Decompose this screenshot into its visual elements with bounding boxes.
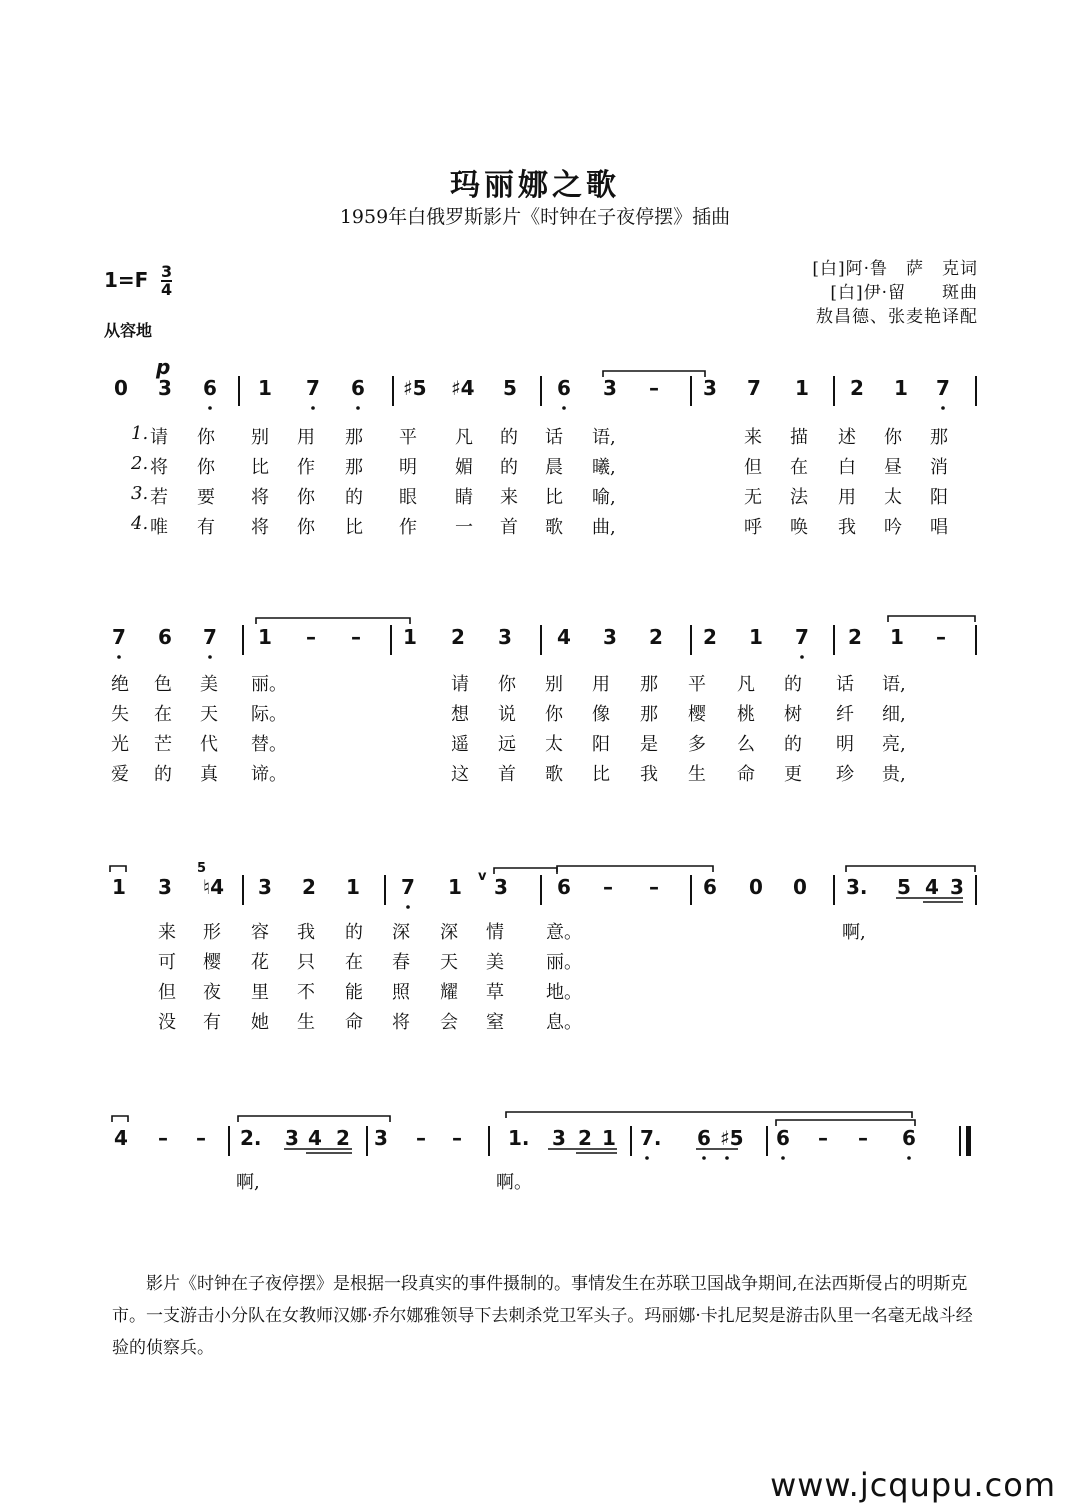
lyric-syllable: 形	[203, 922, 221, 943]
tie-slur	[846, 866, 975, 872]
note: –	[649, 376, 659, 400]
lyric-syllable: 美	[486, 952, 504, 973]
lyric-syllable: 请	[150, 427, 168, 448]
note: –	[158, 1126, 168, 1150]
lyric-syllable: 么	[737, 734, 755, 755]
lyric-syllable: 深	[440, 922, 458, 943]
note: 7	[401, 875, 415, 899]
lyricist-credit: [白]阿·鲁 萨 克词	[812, 259, 978, 279]
note: 5	[503, 376, 517, 400]
note: 2	[578, 1126, 592, 1150]
translator-credit: 敖昌德、张麦艳译配	[816, 307, 978, 327]
note: 6	[902, 1126, 916, 1150]
breath-mark: v	[478, 869, 487, 884]
lyric-syllable: 1.	[131, 423, 149, 444]
lyric-syllable: 来	[500, 487, 518, 508]
note: 0	[114, 376, 128, 400]
lyric-syllable: 那	[640, 704, 658, 725]
note: 2.	[240, 1126, 262, 1150]
tie-slur	[506, 1112, 912, 1118]
lyric-syllable: 将	[251, 517, 269, 538]
lyric-syllable: 你	[545, 704, 563, 725]
lyric-syllable: 但	[744, 457, 762, 478]
lyric-syllable: 会	[440, 1012, 458, 1033]
low-octave-dot	[645, 1156, 649, 1160]
note: 7	[112, 625, 126, 649]
note: 0	[793, 875, 807, 899]
lyric-syllable: 意。	[546, 922, 582, 943]
lyric-syllable: 只	[297, 952, 315, 973]
note: 3	[703, 376, 717, 400]
lyric-syllable: 花	[251, 952, 269, 973]
lyric-syllable: 歌	[545, 517, 563, 538]
lyric-syllable: 天	[200, 704, 218, 725]
lyric-syllable: 一	[455, 517, 473, 538]
lyric-syllable: 4.	[131, 513, 149, 534]
note: 1	[602, 1126, 616, 1150]
lyric-syllable: 媚	[455, 457, 473, 478]
lyric-syllable: 樱	[688, 704, 706, 725]
lyric-syllable: 远	[498, 734, 516, 755]
lyric-syllable: 凡	[737, 674, 755, 695]
lyric-syllable: 睛	[455, 487, 473, 508]
lyric-syllable: 你	[197, 457, 215, 478]
note: 2	[649, 625, 663, 649]
note: ♮4	[203, 875, 225, 899]
note: 3	[285, 1126, 299, 1150]
low-octave-dot	[406, 905, 410, 909]
lyric-syllable: 桃	[737, 704, 755, 725]
note: –	[452, 1126, 462, 1150]
note: 5	[897, 875, 911, 899]
low-octave-dot	[800, 655, 804, 659]
lyric-syllable: 唯	[150, 517, 168, 538]
note: 6	[703, 875, 717, 899]
lyric-syllable: 是	[640, 734, 658, 755]
lyric-syllable: 将	[392, 1012, 410, 1033]
note: 1	[749, 625, 763, 649]
note: 1	[448, 875, 462, 899]
lyric-syllable: 呼	[744, 517, 762, 538]
note: 6	[158, 625, 172, 649]
note: 1	[795, 376, 809, 400]
low-octave-dot	[941, 406, 945, 410]
lyric-syllable: 阳	[592, 734, 610, 755]
lyric-syllable: 她	[251, 1012, 269, 1033]
note: ♯4	[451, 376, 475, 400]
lyric-syllable: 平	[399, 427, 417, 448]
note: 2	[336, 1126, 350, 1150]
lyric-syllable: 平	[688, 674, 706, 695]
tie-slur	[112, 1116, 128, 1122]
lyric-syllable: 来	[744, 427, 762, 448]
lyric-syllable: 将	[251, 487, 269, 508]
lyric-syllable: 耀	[440, 982, 458, 1003]
note: –	[351, 625, 361, 649]
note: 6	[557, 376, 571, 400]
lyric-syllable: 爱	[111, 764, 129, 785]
lyric-syllable: 失	[111, 704, 129, 725]
lyric-syllable: 吟	[884, 517, 902, 538]
song-title: 玛丽娜之歌	[450, 168, 620, 203]
lyric-syllable: 这	[451, 764, 469, 785]
note: 2	[451, 625, 465, 649]
note: 1	[890, 625, 904, 649]
lyric-syllable: 别	[251, 427, 269, 448]
lyric-syllable: 的	[500, 427, 518, 448]
note: 1	[258, 376, 272, 400]
note: 4	[114, 1126, 128, 1150]
lyric-syllable: 语,	[592, 427, 616, 448]
lyric-syllable: 晨	[545, 457, 563, 478]
lyric-syllable: 可	[158, 952, 176, 973]
lyric-syllable: 作	[399, 517, 417, 538]
lyric-syllable: 谛。	[251, 764, 287, 785]
lyric-syllable: 珍	[836, 764, 854, 785]
low-octave-dot	[356, 406, 360, 410]
lyric-syllable: 那	[345, 427, 363, 448]
tie-slur	[557, 866, 713, 872]
note: 2	[302, 875, 316, 899]
note: –	[818, 1126, 828, 1150]
lyric-syllable: 话	[836, 674, 854, 695]
lyric-syllable: 窒	[486, 1012, 504, 1033]
description-paragraph: 影片《时钟在子夜停摆》是根据一段真实的事件摄制的。事情发生在苏联卫国战争期间,在法西斯侵占的明斯克市。一支游击小分队在女教师汉娜·乔尔娜雅领导下去刺杀党卫军头子。玛丽娜·卡扎尼契是游击队里一名毫无战斗经验的侦察兵。	[112, 1274, 973, 1358]
lyric-syllable: 我	[838, 517, 856, 538]
lyric-syllable: 凡	[455, 427, 473, 448]
low-octave-dot	[117, 655, 121, 659]
note: –	[306, 625, 316, 649]
note: 3	[258, 875, 272, 899]
lyric-syllable: 描	[790, 427, 808, 448]
lyric-syllable: 容	[251, 922, 269, 943]
note: 7	[747, 376, 761, 400]
lyric-syllable: 别	[545, 674, 563, 695]
lyric-syllable: 首	[500, 517, 518, 538]
note: 6	[697, 1126, 711, 1150]
lyric-syllable: 息。	[546, 1012, 582, 1033]
lyric-syllable: 深	[392, 922, 410, 943]
lyric-syllable: 太	[884, 487, 902, 508]
lyric-syllable: 我	[297, 922, 315, 943]
lyric-syllable: 的	[784, 674, 802, 695]
lyric-syllable: 丽。	[546, 952, 582, 973]
lyric-syllable: 用	[592, 674, 610, 695]
lyric-syllable: 情	[486, 922, 504, 943]
lyric-syllable: 遥	[451, 734, 469, 755]
lyric-syllable: 天	[440, 952, 458, 973]
note: 1	[403, 625, 417, 649]
note: 6	[203, 376, 217, 400]
lyric-syllable: 没	[158, 1012, 176, 1033]
lyric-syllable: 比	[251, 457, 269, 478]
lyric-syllable: 啊。	[496, 1172, 532, 1193]
note: 3.	[846, 875, 868, 899]
tie-slur	[256, 618, 410, 624]
low-octave-dot	[907, 1156, 911, 1160]
note: 1	[258, 625, 272, 649]
lyric-syllable: 在	[154, 704, 172, 725]
note: 3	[603, 625, 617, 649]
tie-slur	[776, 1120, 915, 1126]
note: ♯5	[403, 376, 427, 400]
note: 3	[950, 875, 964, 899]
note: –	[858, 1126, 868, 1150]
lyric-syllable: 眼	[399, 487, 417, 508]
lyric-syllable: 亮,	[882, 734, 906, 755]
lyric-syllable: 不	[297, 982, 315, 1003]
lyric-syllable: 照	[392, 982, 410, 1003]
lyric-syllable: 啊,	[842, 922, 866, 943]
lyric-syllable: 地。	[546, 982, 582, 1003]
lyric-syllable: 色	[154, 674, 172, 695]
note: 3	[552, 1126, 566, 1150]
lyric-syllable: 说	[498, 704, 516, 725]
lyric-syllable: 太	[545, 734, 563, 755]
lyric-syllable: 际。	[251, 704, 287, 725]
note: 3	[494, 875, 508, 899]
lyric-syllable: 请	[451, 674, 469, 695]
lyric-syllable: 的	[500, 457, 518, 478]
lyric-syllable: 生	[688, 764, 706, 785]
lyric-syllable: 里	[251, 982, 269, 1003]
lyric-syllable: 的	[345, 922, 363, 943]
tie-slur	[603, 371, 705, 377]
lyric-syllable: 能	[345, 982, 363, 1003]
time-signature-bottom: 4	[161, 280, 173, 299]
lyric-syllable: 你	[297, 517, 315, 538]
lyric-syllable: 唤	[790, 517, 808, 538]
lyric-syllable: 在	[790, 457, 808, 478]
note: 3	[374, 1126, 388, 1150]
lyric-syllable: 3.	[131, 483, 149, 504]
lyric-syllable: 若	[150, 487, 168, 508]
note: 3	[603, 376, 617, 400]
lyric-syllable: 树	[784, 704, 802, 725]
lyric-syllable: 绝	[111, 674, 129, 695]
lyric-syllable: 丽。	[251, 674, 287, 695]
lyric-syllable: 在	[345, 952, 363, 973]
lyric-syllable: 美	[200, 674, 218, 695]
song-subtitle: 1959年白俄罗斯影片《时钟在子夜停摆》插曲	[339, 206, 731, 228]
lyric-syllable: 用	[297, 427, 315, 448]
lyric-syllable: 纤	[836, 704, 854, 725]
note: 1.	[508, 1126, 530, 1150]
note: 3	[158, 376, 172, 400]
lyric-syllable: 语,	[882, 674, 906, 695]
low-octave-dot	[562, 406, 566, 410]
low-octave-dot	[311, 406, 315, 410]
lyric-syllable: 芒	[154, 734, 172, 755]
note: 6	[351, 376, 365, 400]
lyric-syllable: 述	[838, 427, 856, 448]
tie-slur	[110, 866, 126, 872]
tie-slur	[494, 868, 557, 874]
lyric-syllable: 樱	[203, 952, 221, 973]
lyric-syllable: 你	[884, 427, 902, 448]
lyric-syllable: 无	[744, 487, 762, 508]
low-octave-dot	[208, 655, 212, 659]
note: 6	[776, 1126, 790, 1150]
lyric-syllable: 比	[545, 487, 563, 508]
key-signature: 1=F	[104, 268, 149, 292]
lyric-syllable: 啊,	[236, 1172, 260, 1193]
lyric-syllable: 唱	[930, 517, 948, 538]
lyric-syllable: 明	[836, 734, 854, 755]
lyric-syllable: 细,	[882, 704, 906, 725]
lyric-syllable: 春	[392, 952, 410, 973]
note: 2	[703, 625, 717, 649]
lyric-syllable: 替。	[251, 734, 287, 755]
lyric-syllable: 但	[158, 982, 176, 1003]
lyric-syllable: 多	[688, 734, 706, 755]
lyric-syllable: 喻,	[592, 487, 616, 508]
lyric-syllable: 草	[486, 982, 504, 1003]
composer-credit: [白]伊·留 斑曲	[830, 283, 978, 303]
site-watermark: www.jcqupu.com	[770, 1466, 1056, 1504]
note: 4	[925, 875, 939, 899]
note: –	[603, 875, 613, 899]
note: –	[196, 1126, 206, 1150]
lyric-syllable: 更	[784, 764, 802, 785]
lyric-syllable: 那	[345, 457, 363, 478]
time-signature-top: 3	[161, 262, 173, 281]
note: 0	[749, 875, 763, 899]
lyric-syllable: 歌	[545, 764, 563, 785]
lyric-syllable: 你	[498, 674, 516, 695]
lyric-syllable: 代	[200, 734, 218, 755]
lyric-syllable: 贵,	[882, 764, 906, 785]
lyric-syllable: 命	[345, 1012, 363, 1033]
lyric-syllable: 你	[297, 487, 315, 508]
lyric-syllable: 想	[451, 704, 469, 725]
lyric-syllable: 的	[345, 487, 363, 508]
lyric-syllable: 比	[345, 517, 363, 538]
lyric-syllable: 2.	[131, 453, 149, 474]
lyric-syllable: 生	[297, 1012, 315, 1033]
note: 7.	[640, 1126, 662, 1150]
lyric-syllable: 用	[838, 487, 856, 508]
low-octave-dot	[702, 1156, 706, 1160]
note: 2	[848, 625, 862, 649]
note: 4	[308, 1126, 322, 1150]
grace-note: 5	[197, 861, 207, 876]
lyric-syllable: 曲,	[592, 517, 616, 538]
lyric-syllable: 的	[154, 764, 172, 785]
lyric-syllable: 话	[545, 427, 563, 448]
tie-slur	[888, 616, 975, 622]
lyric-syllable: 比	[592, 764, 610, 785]
lyric-syllable: 明	[399, 457, 417, 478]
note: 1	[346, 875, 360, 899]
note: 1	[894, 376, 908, 400]
note: 7	[306, 376, 320, 400]
lyric-syllable: 有	[197, 517, 215, 538]
tie-slur	[238, 1116, 390, 1122]
lyric-syllable: 真	[200, 764, 218, 785]
lyric-syllable: 你	[197, 427, 215, 448]
lyric-syllable: 那	[930, 427, 948, 448]
note: 1	[112, 875, 126, 899]
lyric-syllable: 的	[784, 734, 802, 755]
note: 7	[795, 625, 809, 649]
note: 7	[203, 625, 217, 649]
lyric-syllable: 法	[790, 487, 808, 508]
lyric-syllable: 曦,	[592, 457, 616, 478]
lyric-syllable: 那	[640, 674, 658, 695]
note: 2	[850, 376, 864, 400]
lyric-syllable: 像	[592, 704, 610, 725]
tempo-marking: 从容地	[104, 321, 153, 340]
note: 3	[158, 875, 172, 899]
note: –	[936, 625, 946, 649]
lyric-syllable: 将	[150, 457, 168, 478]
lyric-syllable: 消	[930, 457, 948, 478]
lyric-syllable: 命	[737, 764, 755, 785]
note: ♯5	[720, 1126, 744, 1150]
lyric-syllable: 来	[158, 922, 176, 943]
lyric-syllable: 我	[640, 764, 658, 785]
note: –	[649, 875, 659, 899]
note: 7	[936, 376, 950, 400]
note: 6	[557, 875, 571, 899]
lyric-syllable: 夜	[203, 982, 221, 1003]
low-octave-dot	[781, 1156, 785, 1160]
low-octave-dot	[208, 406, 212, 410]
dynamic-marking: p	[156, 355, 171, 379]
lyric-syllable: 有	[203, 1012, 221, 1033]
low-octave-dot	[725, 1156, 729, 1160]
lyric-syllable: 白	[838, 457, 856, 478]
lyric-syllable: 作	[297, 457, 315, 478]
note: 3	[498, 625, 512, 649]
lyric-syllable: 首	[498, 764, 516, 785]
note: –	[416, 1126, 426, 1150]
lyric-syllable: 阳	[930, 487, 948, 508]
lyric-syllable: 要	[197, 487, 215, 508]
lyric-syllable: 昼	[884, 457, 902, 478]
note: 4	[557, 625, 571, 649]
lyric-syllable: 光	[111, 734, 129, 755]
